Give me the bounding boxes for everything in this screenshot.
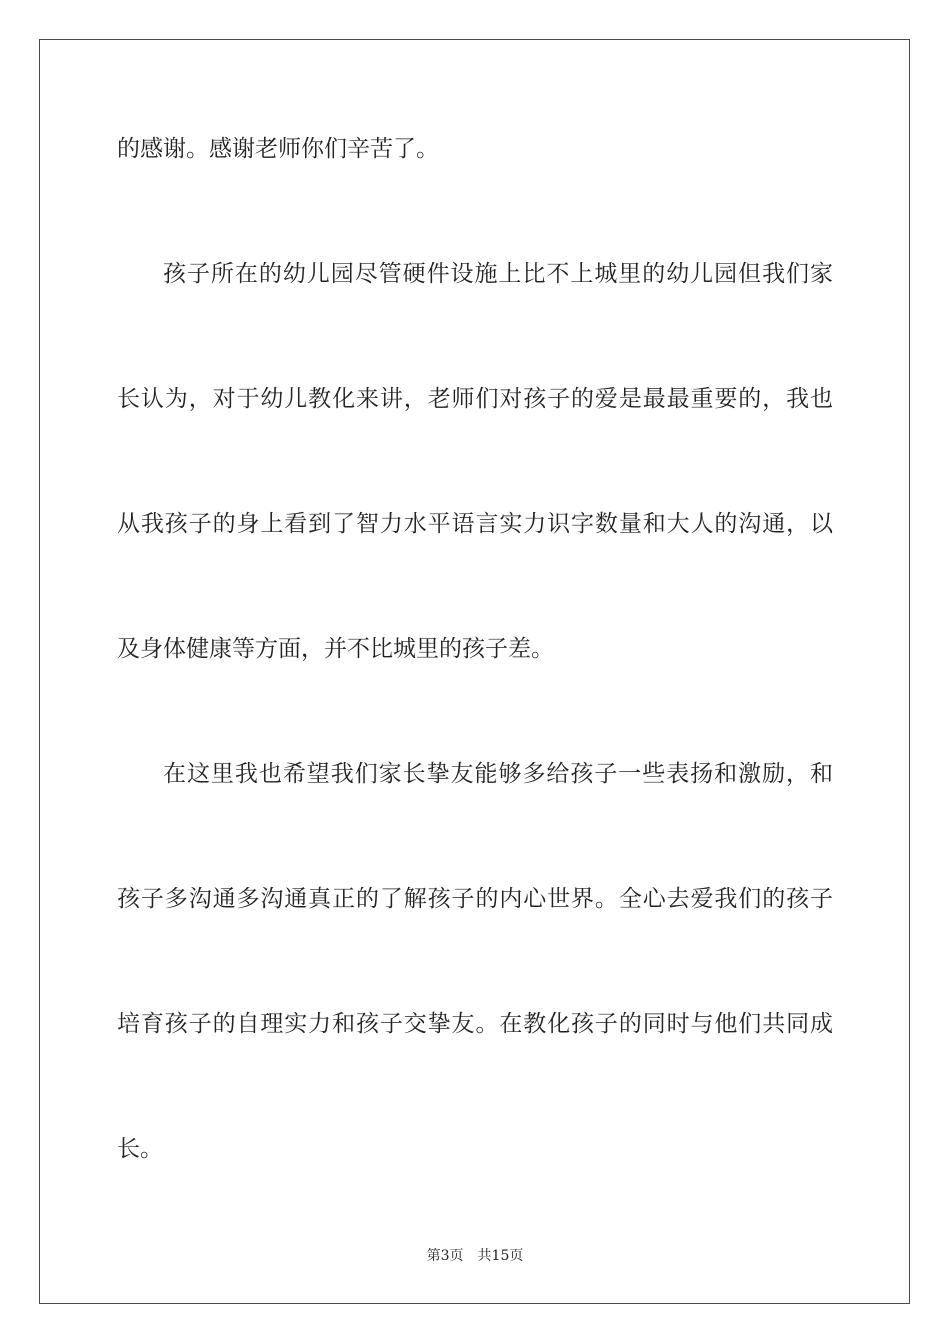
text-line: 孩子多沟通多沟通真正的了解孩子的内心世界。全心去爱我们的孩子: [117, 886, 833, 912]
text-line: 从我孩子的身上看到了智力水平语言实力识字数量和大人的沟通，以: [117, 511, 833, 537]
page-border: [39, 39, 910, 1304]
text-line: 培育孩子的自理实力和孩子交挚友。在教化孩子的同时与他们共同成: [117, 1011, 833, 1037]
page-total: 共15页: [477, 1248, 524, 1264]
text-line: 长认为，对于幼儿教化来讲，老师们对孩子的爱是最最重要的，我也: [117, 386, 833, 412]
text-line: 及身体健康等方面，并不比城里的孩子差。: [117, 636, 554, 662]
paragraph-first-line: 在这里我也希望我们家长挚友能够多给孩子一些表扬和激励，和: [163, 761, 833, 787]
text-line: 长。: [117, 1136, 163, 1162]
page-number: 第3页: [426, 1248, 464, 1264]
page-footer: [0, 1246, 950, 1266]
paragraph-first-line: 孩子所在的幼儿园尽管硬件设施上比不上城里的幼儿园但我们家: [163, 261, 833, 287]
text-line: 的感谢。感谢老师你们辛苦了。: [117, 136, 439, 162]
